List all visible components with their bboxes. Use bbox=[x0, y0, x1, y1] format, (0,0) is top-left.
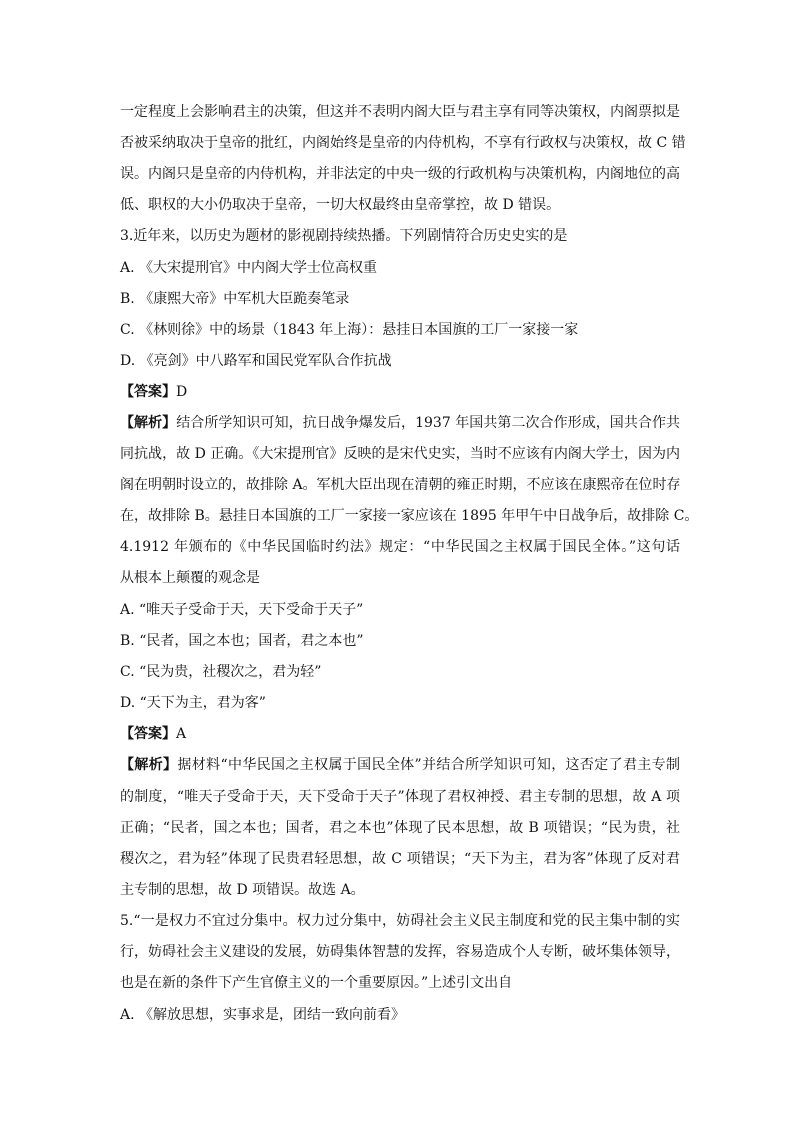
q4-option-a: A. “唯天子受命于天，天下受命于天子” bbox=[120, 602, 364, 618]
q4-analysis-line-5: 主专制的思想，故 D 项错误。故选 A。 bbox=[120, 882, 365, 898]
q3-analysis-line-3: 阁在明朝时设立的，故排除 A。军机大臣出现在清朝的雍正时期，不应该在康熙帝在位时存 bbox=[120, 477, 681, 493]
q4-analysis-line-4: 稷次之，君为轻”体现了民贵君轻思想，故 C 项错误；“天下为主，君为客”体现了反对君 bbox=[120, 851, 680, 867]
q5-stem-line-3: 也是在新的条件下产生官僚主义的一个重要原因。”上述引文出自 bbox=[120, 975, 513, 991]
q3-option-a: A. 《大宋提刑官》中内阁大学士位高权重 bbox=[120, 260, 378, 276]
q5-stem-line-1: 5.“一是权力不宜过分集中。权力过分集中，妨碍社会主义民主制度和党的民主集中制的实 bbox=[120, 913, 680, 929]
q4-answer bbox=[120, 724, 680, 744]
q3-analysis-tag: 【解析】 bbox=[120, 415, 177, 431]
q4-option-c: C. “民为贵，社稷次之，君为轻” bbox=[120, 664, 322, 680]
prev-analysis-line-1: 一定程度上会影响君主的决策，但这并不表明内阁大臣与君主享有同等决策权，内阁票拟是 bbox=[120, 104, 680, 120]
prev-analysis-line-2: 否被采纳取决于皇帝的批红，内阁始终是皇帝的内侍机构，不享有行政权与决策权，故 C 错 bbox=[120, 135, 686, 151]
q4-analysis-line-3: 正确；“民者，国之本也；国者，君之本也”体现了民本思想，故 B 项错误；“民为贵，社 bbox=[120, 820, 680, 836]
prev-analysis-line-3: 误。内阁只是皇帝的内侍机构，并非法定的中央一级的行政机构与决策机构，内阁地位的高 bbox=[120, 166, 680, 182]
q3-option-c: C. 《林则徐》中的场景（1843 年上海）：悬挂日本国旗的工厂一家接一家 bbox=[120, 322, 579, 338]
q4-option-b: B. “民者，国之本也；国者，君之本也” bbox=[120, 633, 364, 649]
q3-answer bbox=[120, 382, 680, 402]
q4-analysis-tag: 【解析】 bbox=[120, 757, 178, 773]
q3-answer-tag: 【答案】 bbox=[120, 384, 176, 400]
q3-analysis-line-1 bbox=[120, 413, 680, 433]
prev-analysis-line-4: 低、职权的大小仍取决于皇帝，一切大权最终由皇帝掌控，故 D 错误。 bbox=[120, 197, 561, 213]
q4-answer-value: A bbox=[176, 726, 187, 742]
q3-answer-value: D bbox=[176, 384, 188, 400]
q3-analysis-line-4: 在，故排除 B。悬挂日本国旗的工厂一家接一家应该在 1895 年甲午中日战争后，故排除 C。 bbox=[120, 508, 699, 524]
q4-analysis-text-1: 据材料“中华民国之主权属于国民全体”并结合所学知识可知，这否定了君主专制 bbox=[177, 757, 681, 773]
q5-stem-line-2: 行，妨碍社会主义建设的发展，妨碍集体智慧的发挥，容易造成个人专断，破坏集体领导， bbox=[120, 944, 680, 960]
q5-option-a: A. 《解放思想，实事求是，团结一致向前看》 bbox=[120, 1007, 406, 1023]
q4-stem-line-1: 4.1912 年颁布的《中华民国临时约法》规定：“中华民国之主权属于国民全体。”这句话 bbox=[120, 539, 680, 555]
q4-option-d: D. “天下为主，君为客” bbox=[120, 695, 266, 711]
q4-stem-line-2: 从根本上颠覆的观念是 bbox=[120, 570, 260, 586]
q4-answer-tag: 【答案】 bbox=[120, 726, 176, 742]
q3-stem: 3.近年来，以历史为题材的影视剧持续热播。下列剧情符合历史史实的是 bbox=[120, 228, 568, 244]
q3-option-d: D. 《亮剑》中八路军和国民党军队合作抗战 bbox=[120, 353, 392, 369]
q3-option-b: B. 《康熙大帝》中军机大臣跪奏笔录 bbox=[120, 291, 350, 307]
q3-analysis-line-2: 同抗战，故 D 正确。《大宋提刑官》反映的是宋代史实，当时不应该有内阁大学士，因为内 bbox=[120, 446, 680, 462]
q4-analysis-line-2: 的制度，“唯天子受命于天，天下受命于天子”体现了君权神授、君主专制的思想，故 A 项 bbox=[120, 789, 680, 805]
q3-analysis-text-1: 结合所学知识可知，抗日战争爆发后，1937 年国共第二次合作形成，国共合作共 bbox=[176, 415, 681, 431]
q4-analysis-line-1 bbox=[120, 755, 680, 775]
